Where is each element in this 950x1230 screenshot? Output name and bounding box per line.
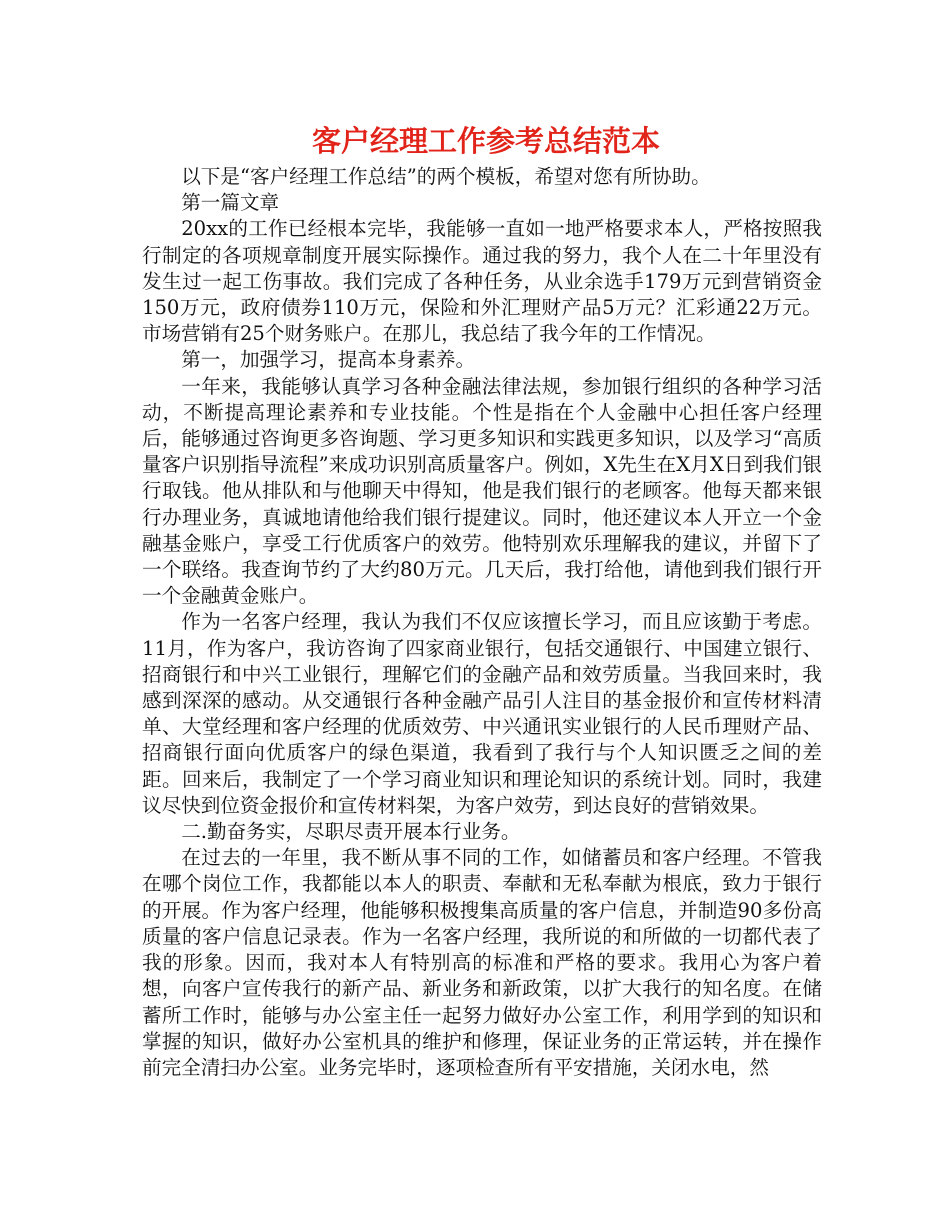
paragraph-heading-1: 第一，加强学习，提高本身素养。 bbox=[181, 348, 476, 372]
document-title: 客户经理工作参考总结范本 bbox=[311, 124, 660, 158]
paragraph-intro: 以下是“客户经理工作总结”的两个模板，希望对您有所协助。 bbox=[181, 165, 711, 188]
paragraph-thinking: 作为一名客户经理，我认为我们不仅应该擅长学习，而且应该勤于考虑。11月，作为客户，我访咨询了四家商业银行，包括交通银行、中国建立银行、招商银行和中兴工业银行，理解它们的金融产品和效劳质量。当我回来时，我感到深深的感动。从交通银行各种金融产品引人注目的基金报价和宣传材料清单、大堂经理和客户经理的优质效劳、中兴通讯实业银行的人民币理财产品、招商银行面向优质客户的绿色渠道，我看到了我行与个人知识匮乏之间的差距。回来后，我制定了一个学习商业知识和理论知识的系统计划。同时，我建议尽快到位资金报价和宣传材料架，为客户效劳，到达良好的营销效果。 bbox=[142, 610, 822, 817]
paragraph-learning: 一年来，我能够认真学习各种金融法律法规，参加银行组织的各种学习活动，不断提高理论素养和专业技能。个性是指在个人金融中心担任客户经理后，能够通过咨询更多咨询题、学习更多知识和实践更多知识，以及学习“高质量客户识别指导流程”来成功识别高质量客户。例如，X先生在X月X日到我们银行取钱。他从排队和与他聊天中得知，他是我们银行的老顾客。他每天都来银行办理业务，真诚地请他给我们银行提建议。同时，他还建议本人开立一个金融基金账户，享受工行优质客户的效劳。他特别欢乐理解我的建议，并留下了一个联络。我查询节约了大约80万元。几天后，我打给他，请他到我们银行开一个金融黄金账户。 bbox=[142, 374, 822, 608]
paragraph-work: 在过去的一年里，我不断从事不同的工作，如储蓄员和客户经理。不管我在哪个岗位工作，我都能以本人的职责、奉献和无私奉献为根底，致力于银行的开展。作为客户经理，他能够积极搜集高质量的客户信息，并制造90多份高质量的客户信息记录表。作为一名客户经理，我所说的和所做的一切都代表了我的形象。因而，我对本人有特别高的标准和严格的要求。我用心为客户着想，向客户宣传我行的新产品、新业务和新政策，以扩大我行的知名度。在储蓄所工作时，能够与办公室主任一起努力做好办公室工作，利用学到的知识和掌握的知识，做好办公室机具的维护和修理，保证业务的正常运转，并在操作前完全清扫办公室。业务完毕时，逐项检查所有平安措施，关闭水电，然 bbox=[142, 846, 822, 1079]
paragraph-overview: 20xx的工作已经根本完毕，我能够一直如一地严格要求本人，严格按照我行制定的各项规章制度开展实际操作。通过我的努力，我个人在二十年里没有发生过一起工伤事故。我们完成了各种任务，从业余选手179万元到营销资金150万元，政府债券110万元，保险和外汇理财产品5万元？汇彩通22万元。市场营销有25个财务账户。在那儿，我总结了我今年的工作情况。 bbox=[142, 217, 822, 346]
document-page bbox=[142, 118, 822, 1081]
paragraph-section-label: 第一篇文章 bbox=[181, 191, 280, 215]
paragraph-heading-2: 二.勤奋务实，尽职尽责开展本行业务。 bbox=[181, 820, 521, 844]
